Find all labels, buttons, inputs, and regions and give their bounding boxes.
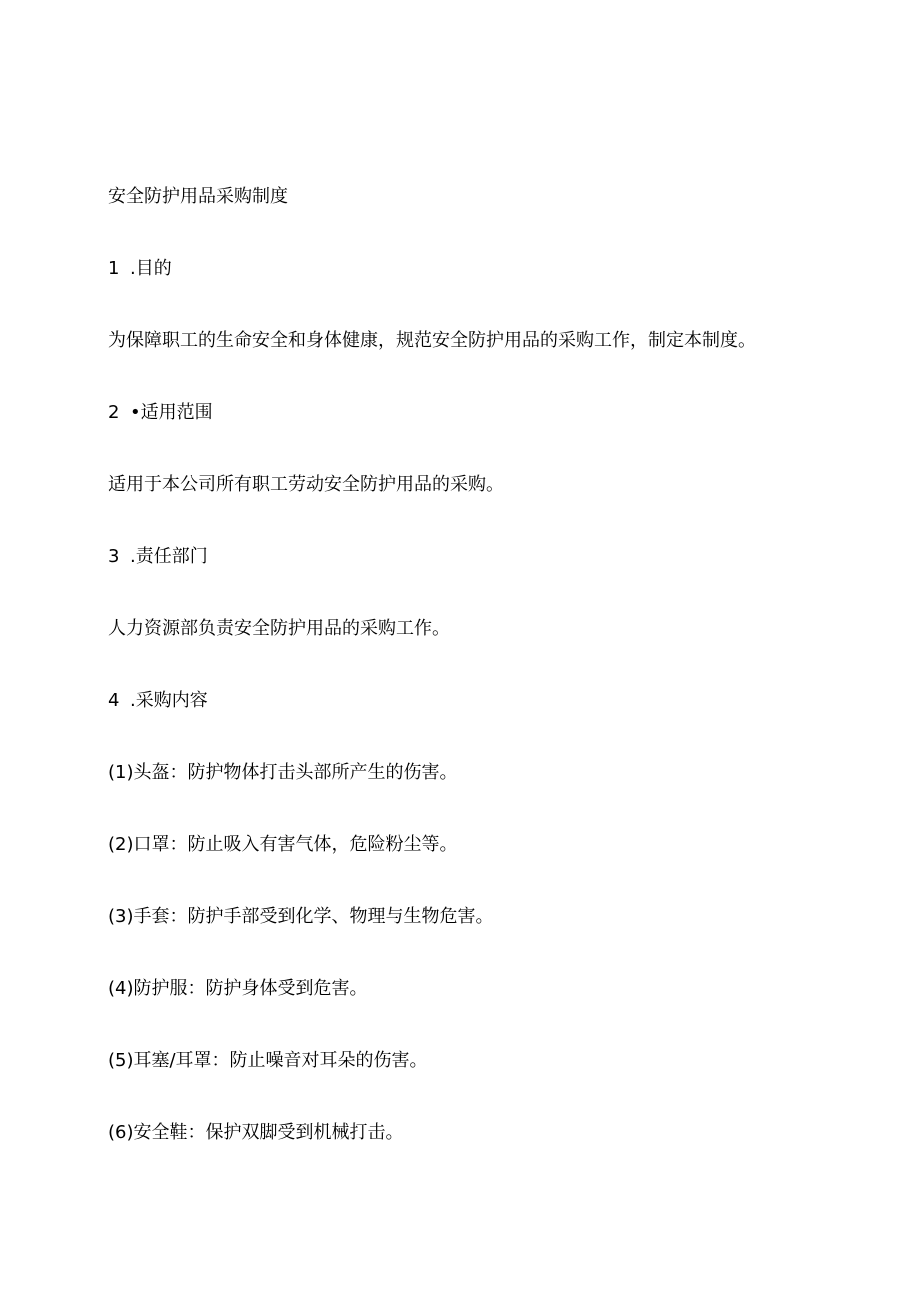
list-item: (2)口罩：防止吸入有害气体，危险粉尘等。 [108, 834, 458, 855]
section-heading-text: .责任部门 [130, 546, 208, 567]
section-3-body: 人力资源部负责安全防护用品的采购工作。 [108, 618, 450, 639]
list-item: (4)防护服：防护身体受到危害。 [108, 978, 368, 999]
section-2-heading [108, 401, 213, 425]
section-1-body: 为保障职工的生命安全和身体健康，规范安全防护用品的采购工作，制定本制度。 [108, 330, 756, 351]
list-item: (5)耳塞/耳罩：防止噪音对耳朵的伤害。 [108, 1050, 428, 1071]
section-3-heading [108, 545, 208, 569]
list-item: (3)手套：防护手部受到化学、物理与生物危害。 [108, 906, 494, 927]
section-number: 4 [108, 690, 120, 711]
section-1-heading [108, 257, 172, 281]
section-heading-text: .目的 [130, 258, 172, 279]
section-number: 3 [108, 546, 120, 567]
list-item: (6)安全鞋：保护双脚受到机械打击。 [108, 1122, 404, 1143]
section-4-heading [108, 689, 208, 713]
list-item: (1)头盔：防护物体打击头部所产生的伤害。 [108, 762, 458, 783]
section-number: 2 [108, 402, 120, 423]
section-heading-text: .采购内容 [130, 690, 208, 711]
section-2-body: 适用于本公司所有职工劳动安全防护用品的采购。 [108, 474, 504, 495]
document-title: 安全防护用品采购制度 [108, 186, 288, 207]
section-number: 1 [108, 258, 120, 279]
section-heading-text: •适用范围 [130, 402, 213, 423]
